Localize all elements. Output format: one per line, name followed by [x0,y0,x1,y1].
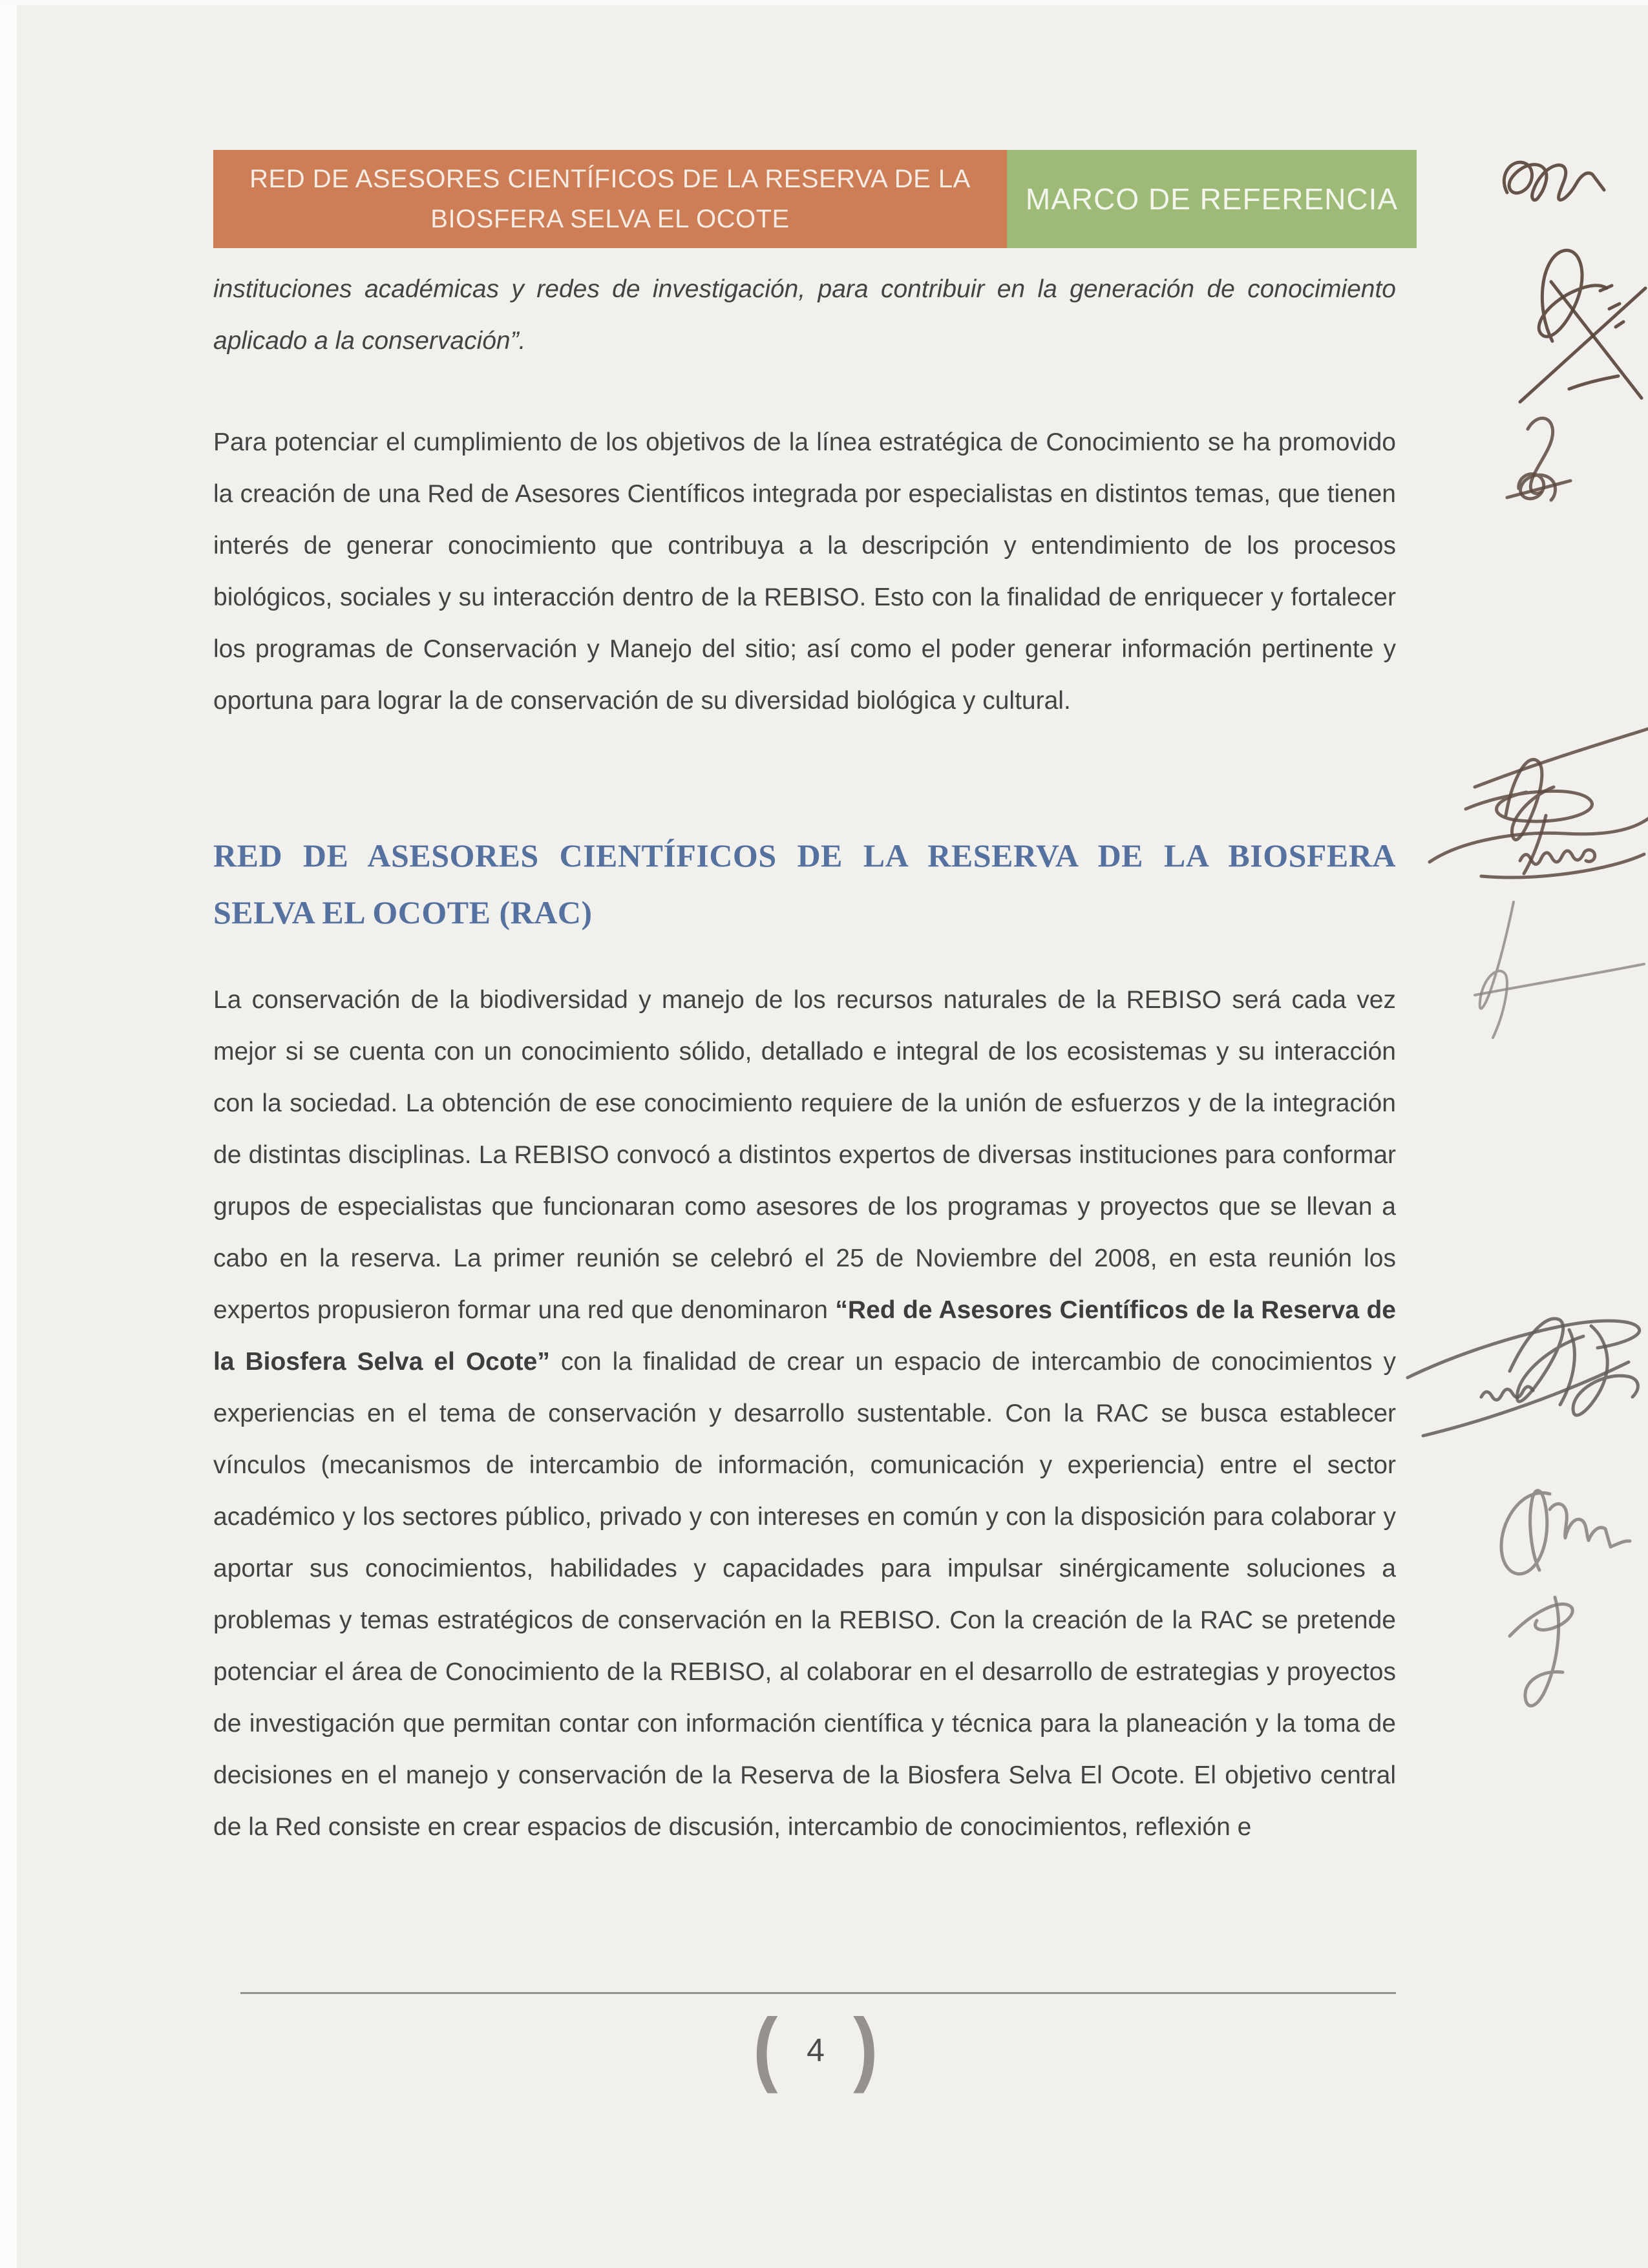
header-banner-right [1007,150,1417,248]
signature-6 [1408,1319,1640,1436]
signature-8 [1510,1597,1572,1706]
paragraph-rac-bold: “Red de Asesores Científicos de la Reserva de la Biosfera Selva el Ocote” [213,1296,1396,1376]
header-banner-left-line1: RED DE ASESORES CIENTÍFICOS DE LA RESERVA DE LA [249,165,971,193]
paragraph-rac-pre: La conservación de la biodiversidad y manejo de los recursos naturales de la REBISO será cada vez mejor si se cuenta con un conocimiento sólido, detallado e integral de los ecosistemas y su interacción con la sociedad. La obtención de ese conocimiento requiere de la unión de esfuerzos y de la integración de distintas disciplinas. La REBISO convocó a distintos expertos de diversas instituciones para conformar grupos de especialistas que funcionaran como asesores de los programas y proyectos que se llevan a cabo en la reserva. La primer reunión se celebró el 25 de Noviembre del 2008, en esta reunión los expertos propusieron formar una red que denominaron [213,986,1396,1324]
signature-1 [1504,162,1604,200]
section-heading [213,827,1396,941]
header-banner-left-line2: BIOSFERA SELVA EL OCOTE [430,205,790,233]
scan-edge-top [0,0,1648,5]
page-number-bracket-left: ( [753,2002,778,2094]
header-banner-right-text: MARCO DE REFERENCIA [1025,182,1399,216]
signature-4 [1430,729,1648,877]
paragraph-conocimiento: Para potenciar el cumplimiento de los objetivos de la línea estratégica de Conocimiento se ha promovido la creación de una Red de Asesores Científicos integrada por especialistas en distintos temas, que tienen interés de generar conocimiento que contribuya a la descripción y entendimiento de los procesos biológicos, sociales y su interacción dentro de la REBISO. Esto con la finalidad de enriquecer y fortalecer los programas de Conservación y Manejo del sitio; así como el poder generar información pertinente y oportuna para lograr la de conservación de su diversidad biológica y cultural. [213,428,1396,715]
paragraph-rac [213,974,1396,1853]
section-heading-line1: RED DE ASESORES CIENTÍFICOS DE LA RESERVA DE LA BIOSFERA [213,837,1396,874]
signature-7 [1501,1491,1630,1574]
paragraph-rac-post: con la finalidad de crear un espacio de intercambio de conocimientos y experiencias en el tema de conservación y desarrollo sustentable. Con la RAC se busca establecer vínculos (mecanismos de intercambio de información, comunicación y experiencia) entre el sector académico y los sectores público, privado y con intereses en común y con la disposición para colaborar y aportar sus conocimientos, habilidades y capacidades para impulsar sinérgicamente soluciones a problemas y temas estratégicos de conservación en la REBISO. Con la creación de la RAC se pretende potenciar el área de Conocimiento de la REBISO, al colaborar en el desarrollo de estrategias y proyectos de investigación que permitan contar con información científica y técnica para la planeación y la toma de decisiones en el manejo y conservación de la Reserva de la Biosfera Selva El Ocote. El objetivo central de la Red consiste en crear espacios de discusión, intercambio de conocimientos, reflexión e [213,1348,1396,1841]
section-heading-line2: SELVA EL OCOTE (RAC) [213,894,593,930]
signature-3 [1507,418,1570,500]
header-banner-left-text [249,159,971,239]
page-number: 4 [807,2032,825,2068]
page-footer [699,1997,932,2100]
header-banner-left [213,150,1007,248]
signature-2 [1520,250,1645,402]
quote-paragraph: instituciones académicas y redes de investigación, para contribuir en la generación de conocimiento aplicado a la conservación”. [213,275,1396,355]
footer-rule [240,1992,1396,1994]
signature-5 [1475,902,1644,1038]
header-banner-row [213,150,1417,248]
scan-edge-left [0,0,17,2268]
page-number-bracket-right: ) [853,2002,878,2094]
